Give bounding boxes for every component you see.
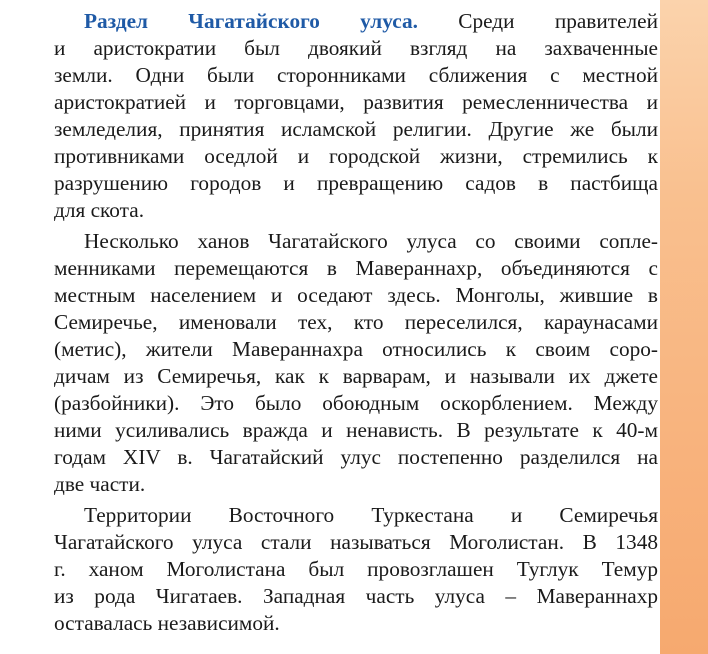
text-line: из рода Чигатаев. Западная часть улуса – Мавераннахр	[54, 584, 658, 608]
document-page	[54, 8, 658, 641]
text-line: Раздел Чагатайского улуса. Среди правителей	[84, 9, 659, 33]
text-line: земли. Одни были сторонниками сближения с местной	[54, 63, 658, 87]
text-line: разрушению городов и превращению садов в пастбища	[54, 171, 658, 195]
paragraph-2	[54, 228, 658, 498]
text-line: менниками перемещаются в Мавераннахр, объединяются с	[54, 256, 658, 280]
text-line: (разбойники). Это было обоюдным оскорблением. Между	[54, 391, 658, 415]
text-line: для скота.	[54, 198, 145, 222]
text-line: оставалась независимой.	[54, 611, 280, 635]
text-line: Территории Восточного Туркестана и Семиречья	[84, 503, 658, 527]
text-line: две части.	[54, 472, 146, 496]
text-line: дичам из Семиречья, как к варварам, и называли их джете	[54, 364, 658, 388]
text-line: ними усиливались вражда и ненависть. В результате к 40-м	[54, 418, 658, 442]
text-line: местным населением и оседают здесь. Монголы, жившие в	[54, 283, 658, 307]
paragraph-3	[54, 502, 658, 637]
text-line: противниками оседлой и городской жизни, стремились к	[54, 144, 658, 168]
text-line: годам XIV в. Чагатайский улус постепенно разделился на	[54, 445, 658, 469]
text-line: аристократией и торговцами, развития ремесленничества и	[54, 90, 658, 114]
text-line: земледелия, принятия исламской религии. Другие же были	[54, 117, 658, 141]
text-line: г. ханом Моголистана был провозглашен Туглук Темур	[54, 557, 658, 581]
text-line: Семиречье, именовали тех, кто переселился, караунасами	[54, 310, 658, 334]
text-line: Несколько ханов Чагатайского улуса со своими сопле-	[84, 229, 658, 253]
text-line: (метис), жители Мавераннахра относились к своим соро-	[54, 337, 658, 361]
section-heading: Раздел Чагатайского улуса.	[84, 9, 418, 33]
paragraph-1	[54, 8, 658, 224]
text-line: Чагатайского улуса стали называться Моголистан. В 1348	[54, 530, 658, 554]
text-line: и аристократии был двоякий взгляд на захваченные	[54, 36, 658, 60]
page-edge-strip	[660, 0, 708, 654]
